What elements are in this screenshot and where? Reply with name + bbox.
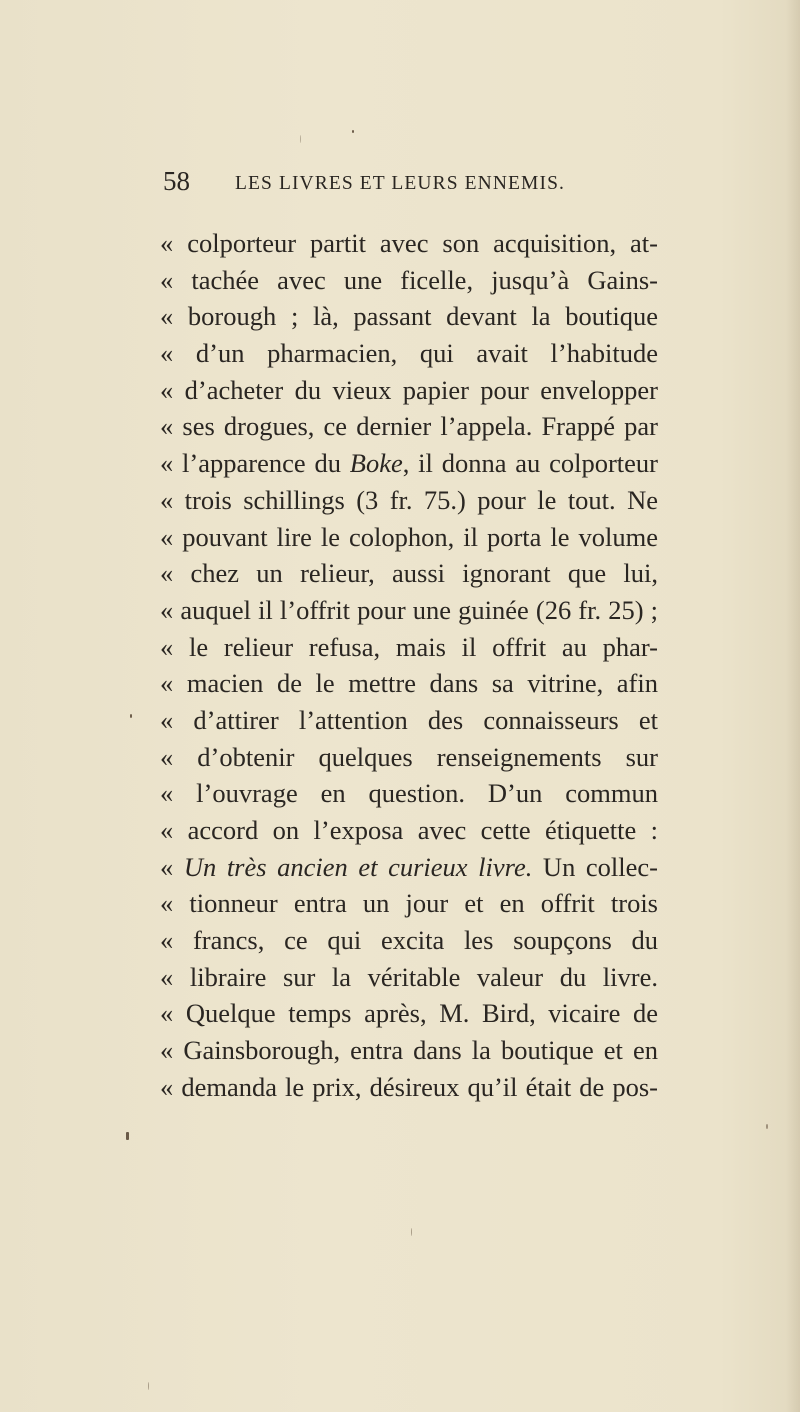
text-line	[160, 225, 658, 262]
text-line	[160, 592, 658, 629]
text-line-content: « d’obtenir quelques renseignements sur	[160, 741, 658, 772]
page-header	[163, 166, 633, 202]
text-line	[160, 665, 658, 702]
text-line-content: « tionneur entra un jour et en offrit trois	[160, 888, 658, 919]
text-line-content: « pouvant lire le colophon, il porta le volume	[160, 521, 658, 552]
text-line-content: « demanda le prix, désireux qu’il était de pos-	[160, 1071, 658, 1102]
text-line-content: « accord on l’exposa avec cette étiquette :	[160, 815, 658, 845]
text-line-content: « colporteur partit avec son acquisition, at-	[160, 228, 658, 258]
text-line-content: « auquel il l’offrit pour une guinée (26 fr. 25) ;	[160, 594, 658, 625]
text-line	[160, 482, 658, 519]
text-line	[160, 519, 658, 556]
text-line	[160, 959, 658, 996]
text-line-content: « francs, ce qui excita les soupçons du	[160, 925, 658, 956]
paper-speck	[411, 1228, 412, 1236]
text-line	[160, 849, 658, 886]
text-line-content: « trois schillings (3 fr. 75.) pour le tout. Ne	[160, 484, 658, 515]
text-line-content: « d’acheter du vieux papier pour envelopper	[160, 374, 658, 405]
text-line	[160, 885, 658, 922]
text-line	[160, 812, 658, 849]
text-line	[160, 335, 658, 372]
text-line-content: « d’un pharmacien, qui avait l’habitude	[160, 338, 658, 369]
text-line	[160, 739, 658, 776]
page-edge-shadow	[786, 0, 800, 1412]
text-line	[160, 1032, 658, 1069]
text-line-content: « chez un relieur, aussi ignorant que lui,	[160, 558, 658, 589]
text-line	[160, 298, 658, 335]
page-number: 58	[163, 166, 190, 196]
text-line-content: « l’apparence du Boke, il donna au colporteur	[160, 448, 658, 479]
text-line-content: « d’attirer l’attention des connaisseurs et	[160, 704, 658, 735]
text-line	[160, 995, 658, 1032]
text-line-content: « ses drogues, ce dernier l’appela. Frappé par	[160, 411, 658, 442]
paper-speck	[148, 1382, 149, 1390]
paper-speck	[766, 1124, 768, 1129]
text-line-content: « libraire sur la véritable valeur du livre.	[160, 961, 658, 992]
text-line-content: « Gainsborough, entra dans la boutique et en	[160, 1035, 658, 1066]
text-line	[160, 262, 658, 299]
text-line	[160, 555, 658, 592]
running-head: LES LIVRES ET LEURS ENNEMIS.	[235, 173, 565, 194]
text-line	[160, 1069, 658, 1106]
text-line	[160, 445, 658, 482]
text-line	[160, 702, 658, 739]
text-line	[160, 922, 658, 959]
text-line-content: « tachée avec une ficelle, jusqu’à Gains-	[160, 264, 658, 295]
text-line	[160, 775, 658, 812]
text-line-content: « Quelque temps après, M. Bird, vicaire de	[160, 998, 658, 1029]
text-line-content: « l’ouvrage en question. D’un commun	[160, 778, 658, 809]
text-line-content: « le relieur refusa, mais il offrit au phar-	[160, 631, 658, 662]
text-line-content: « borough ; là, passant devant la boutique	[160, 301, 658, 332]
body-text	[160, 225, 658, 1106]
paper-speck	[126, 1132, 129, 1140]
paper-speck	[300, 135, 301, 143]
text-line-content: « macien de le mettre dans sa vitrine, afin	[160, 668, 658, 699]
text-line	[160, 629, 658, 666]
paper-speck	[352, 130, 354, 133]
text-line	[160, 408, 658, 445]
text-line	[160, 372, 658, 409]
paper-speck	[130, 714, 132, 718]
text-line-content: « Un très ancien et curieux livre. Un collec-	[160, 851, 658, 882]
